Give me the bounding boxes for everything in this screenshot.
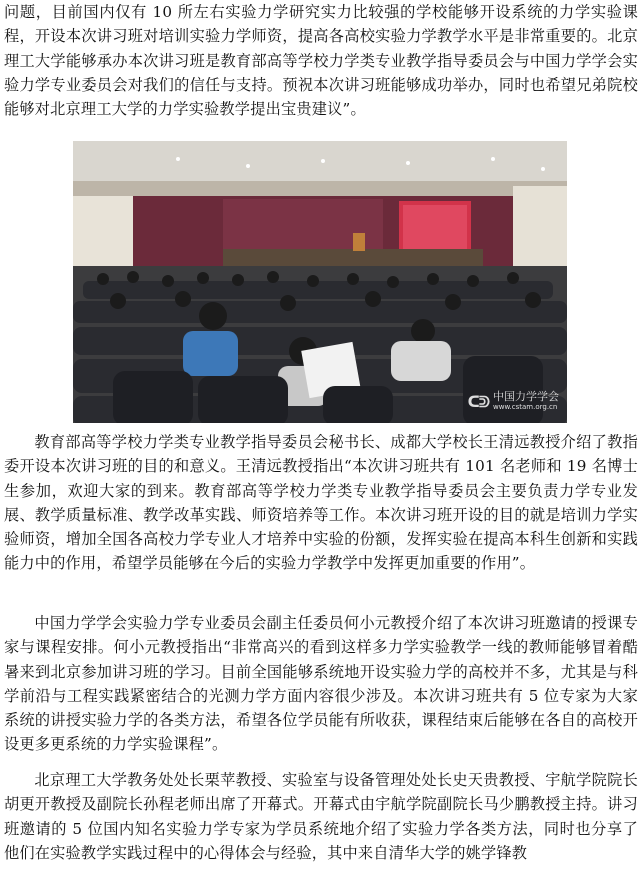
watermark-name: 中国力学学会 bbox=[493, 390, 559, 403]
cstam-watermark bbox=[468, 391, 559, 413]
watermark-url: www.cstam.org.cn bbox=[493, 403, 558, 411]
cstam-logo-icon: ᑕᕲ bbox=[467, 393, 489, 411]
paragraph-opening-ceremony: 北京理工大学教务处处长栗苹教授、实验室与设备管理处处长史天贵教授、宇航学院院长胡更开教授及副院长孙程老师出席了开幕式。开幕式由宇航学院副院长马少鹏教授主持。讲习班邀请的 5 位国内知名实验力学专家为学员系统地介绍了实验力学各类方法，同时也分享了他们在实验教学实践过程中的心得体会与经验，其中来自清华大学的姚学锋教 bbox=[4, 771, 638, 862]
paragraph-he-xiaoyuan: 中国力学学会实验力学专业委员会副主任委员何小元教授介绍了本次讲习班邀请的授课专家与课程安排。何小元教授指出“非常高兴的看到这样多力学实验教学一线的教师能够冒着酷暑来到北京参加讲习班的学习。目前全国能够系统地开设实验力学的高校并不多，尤其是与科学前沿与工程实践紧密结合的光测力学方面内容很少涉及。本次讲习班共有 5 位专家为大家系统的讲授实验力学的各类方法，希望各位学员能有所收获，课程结束后能够在各自的高校开设更多更系统的力学实验课程”。 bbox=[4, 614, 638, 754]
lecture-hall-photo bbox=[73, 141, 567, 423]
paragraph-wang-qingyuan: 教育部高等学校力学类专业教学指导委员会秘书长、成都大学校长王清远教授介绍了教指委开设本次讲习班的目的和意义。王清远教授指出“本次讲习班共有 101 名老师和 19 名博士生参加，欢迎大家的到来。教育部高等学校力学类专业教学指导委员会主要负责力学专业发展、教学质量标准、教学改革实践、师资培养等工作。本次讲习班开设的目的就是培训力学实验师资，增加全国各高校力学专业人才培养中实验的份额，发挥实验在提高本科生创新和实践能力中的作用，希望学员能够在今后的实验力学教学中发挥更加重要的作用”。 bbox=[4, 433, 638, 573]
paragraph-intro-continued: 问题，目前国内仅有 10 所左右实验力学研究实力比较强的学校能够开设系统的力学实验课程，开设本次讲习班对培训实验力学师资，提高各高校实验力学教学水平是非常重要的。北京理工大学能够承办本次讲习班是教育部高等学校力学类专业教学指导委员会与中国力学学会实验力学专业委员会对我们的信任与支持。预祝本次讲习班能够成功举办，同时也希望兄弟院校能够对北京理工大学的力学实验教学提出宝贵建议”。 bbox=[4, 3, 638, 119]
photo-illustration bbox=[73, 141, 567, 423]
